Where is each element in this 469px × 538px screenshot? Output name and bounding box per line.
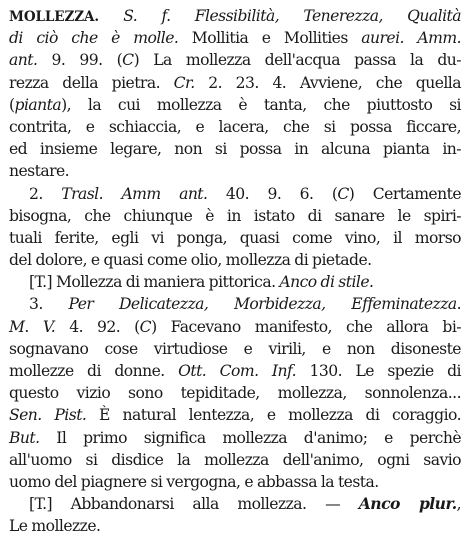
text-line [9, 183, 461, 205]
text-segment [99, 7, 123, 25]
text-segment: C [122, 51, 134, 70]
text-line [9, 360, 461, 382]
text-segment: sognavano cose virtudiose e virili, e non disoneste [9, 339, 461, 358]
text-segment: Le mollezze. [9, 517, 101, 536]
text-segment: Mollitia e Mollities [178, 29, 362, 48]
text-line [9, 493, 461, 515]
text-segment: ), la cui mollezza è tanta, che piuttosto si [61, 95, 461, 114]
text-line [9, 94, 461, 116]
text-segment: But. [9, 428, 40, 447]
text-segment: È natural lentezza, e mollezza di coraggio. [86, 406, 461, 425]
text-line [9, 205, 461, 227]
text-segment: M. V. [9, 317, 56, 336]
text-line [9, 116, 461, 138]
text-segment: bisogna, che chiunque è in istato di sanare le spiri- [9, 206, 461, 225]
text-segment: Il primo significa mollezza d'animo; e perchè [39, 428, 461, 447]
text-segment: nestare. [9, 162, 70, 181]
text-segment: ant. [9, 51, 38, 70]
text-segment: 9. 99. ( [37, 51, 123, 70]
text-line [9, 404, 461, 426]
text-line [9, 515, 461, 537]
text-segment: questo vizio sono tepiditade, mollezza, sonnolenza... [9, 384, 461, 403]
text-segment: Anco plur. [358, 494, 457, 514]
text-segment: 3. [29, 295, 69, 314]
text-segment: ) Facevano manifesto, che allora bi- [151, 317, 462, 336]
text-segment: uomo del piagnere si vergogna, e abbassa la testa. [9, 472, 379, 491]
text-line [9, 5, 461, 27]
text-segment: ) Certamente [348, 184, 461, 203]
text-line [9, 338, 461, 360]
text-segment: tuali ferite, egli vi ponga, quasi come vino, il morso [9, 228, 461, 247]
text-segment: contrita, e schiaccia, e lacera, che si possa ficcare, [9, 117, 461, 136]
text-segment: Ott. Com. Inf. [178, 362, 297, 380]
text-line [9, 271, 461, 293]
text-segment: rezza della pietra. [9, 73, 174, 92]
text-line [9, 316, 461, 338]
text-line [9, 449, 461, 471]
text-segment: C [337, 184, 349, 203]
text-segment: ) La mollezza dell'acqua passa la du- [133, 51, 461, 70]
text-segment: ( [9, 95, 15, 114]
text-line [9, 249, 461, 271]
text-segment: [T.] Mollezza di maniera pittorica. [29, 273, 280, 292]
text-segment: 2. 23. 4. Avviene, che quella [194, 73, 461, 92]
text-line [9, 72, 461, 94]
text-segment: C [139, 317, 152, 336]
headword: MOLLEZZA. [9, 9, 99, 25]
text-line [9, 160, 461, 182]
text-segment: S. f. Flessibilità, Tenerezza, Qualità [123, 7, 461, 25]
text-line [9, 427, 461, 449]
text-segment: Per Delicatezza, Morbidezza, Effeminatezza. [68, 295, 462, 314]
text-line [9, 382, 461, 404]
text-line [9, 138, 461, 160]
text-line [9, 49, 461, 71]
text-segment: Trasl. Amm ant. [61, 184, 208, 203]
text-line [9, 27, 461, 49]
text-segment: di ciò che è molle. [9, 29, 179, 48]
text-segment: all'uomo si disdice la mollezza dell'animo, ogni savio [9, 450, 461, 469]
text-segment: pianta [14, 95, 62, 114]
text-segment: 130. Le spezie di [296, 362, 461, 380]
text-segment: 2. [29, 184, 62, 203]
text-segment: mollezze di donne. [9, 362, 179, 380]
text-line [9, 293, 461, 315]
text-segment: ed insieme legare, non si possa in alcuna pianta in- [9, 140, 461, 159]
text-segment: Sen. Pist. [9, 406, 87, 425]
text-line [9, 227, 461, 249]
text-segment: del dolore, e quasi come olio, mollezza di pietade. [9, 251, 372, 270]
text-segment: aurei. Amm. [361, 29, 462, 48]
text-segment: Anco di stile. [279, 273, 374, 292]
text-segment: 40. 9. 6. ( [207, 184, 338, 203]
text-line [9, 471, 461, 493]
text-segment: Cr. [173, 73, 195, 92]
text-segment: [T.] Abbandonarsi alla mollezza. — [29, 495, 359, 514]
text-segment: 4. 92. ( [55, 317, 140, 336]
text-segment: , [456, 495, 461, 514]
